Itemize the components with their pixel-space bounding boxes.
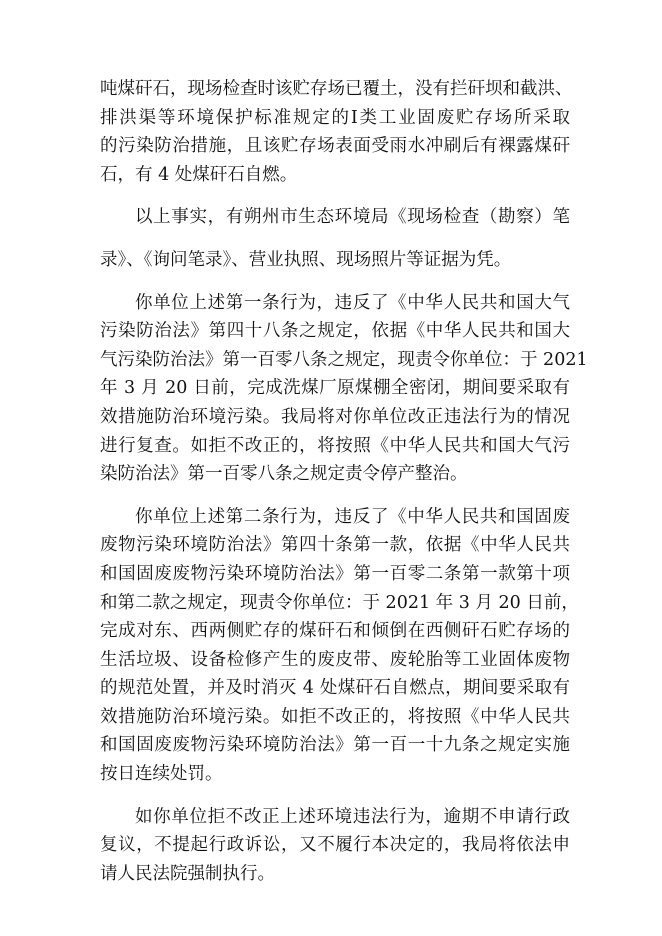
text-line: 你单位上述第二条行为，违反了《中华人民共和国固废 <box>135 506 570 527</box>
text-line: 和第二款之规定，现责令你单位：于 2021 年 3 月 20 日前， <box>100 592 579 613</box>
text-line: 效措施防治环境污染。我局将对你单位改正违法行为的情况 <box>100 406 570 427</box>
text-line: 的规范处置，并及时消灭 4 处煤矸石自燃点，期间要采取有 <box>100 678 570 699</box>
text-line: 请人民法院强制执行。 <box>100 863 275 884</box>
text-line: 气污染防治法》第一百零八条之规定，现责令你单位：于 2021 <box>100 349 588 370</box>
text-line: 完成对东、西两侧贮存的煤矸石和倾倒在西侧矸石贮存场的 <box>100 621 570 642</box>
text-line: 生活垃圾、设备检修产生的废皮带、废轮胎等工业固体废物 <box>100 649 570 670</box>
text-line: 复议，不提起行政诉讼，又不履行本决定的，我局将依法申 <box>100 835 570 856</box>
text-line: 染防治法》第一百零八条之规定责令停产整治。 <box>100 464 468 485</box>
text-line: 石，有 4 处煤矸石自燃。 <box>100 164 298 185</box>
text-line: 录》、《询问笔录》、营业执照、现场照片等证据为凭。 <box>100 249 512 270</box>
text-line: 排洪渠等环境保护标准规定的Ⅰ类工业固废贮存场所采取 <box>100 107 570 128</box>
text-line: 你单位上述第一条行为，违反了《中华人民共和国大气 <box>135 292 570 313</box>
paragraph-evidence <box>100 203 570 274</box>
text-line: 废物污染环境防治法》第四十条第一款，依据《中华人民共 <box>100 535 570 556</box>
paragraph-enforcement <box>100 803 570 889</box>
text-line: 吨煤矸石，现场检查时该贮存场已覆土，没有拦矸坝和截洪、 <box>100 79 573 99</box>
text-line: 按日连续处罚。 <box>100 764 223 785</box>
text-line: 如你单位拒不改正上述环境违法行为，逾期不申请行政 <box>135 806 570 827</box>
paragraph-violation-1 <box>100 289 588 489</box>
text-line: 污染防治法》第四十八条之规定，依据《中华人民共和国大 <box>100 321 570 342</box>
paragraph-violation-2 <box>100 503 579 789</box>
text-line: 和国固废废物污染环境防治法》第一百一十九条之规定实施 <box>100 735 570 756</box>
text-line: 年 3 月 20 日前，完成洗煤厂原煤棚全密闭，期间要采取有 <box>100 378 570 399</box>
paragraph-continuation <box>100 75 573 189</box>
text-line: 的污染防治措施，且该贮存场表面受雨水冲刷后有裸露煤矸 <box>100 136 570 157</box>
text-line: 以上事实，有朔州市生态环境局《现场检查（勘察）笔 <box>135 207 570 228</box>
text-line: 和国固废废物污染环境防治法》第一百零二条第一款第十项 <box>100 563 570 584</box>
document-body <box>100 75 588 888</box>
text-line: 进行复查。如拒不改正的，将按照《中华人民共和国大气污 <box>100 435 570 456</box>
text-line: 效措施防治环境污染。如拒不改正的，将按照《中华人民共 <box>100 706 570 727</box>
